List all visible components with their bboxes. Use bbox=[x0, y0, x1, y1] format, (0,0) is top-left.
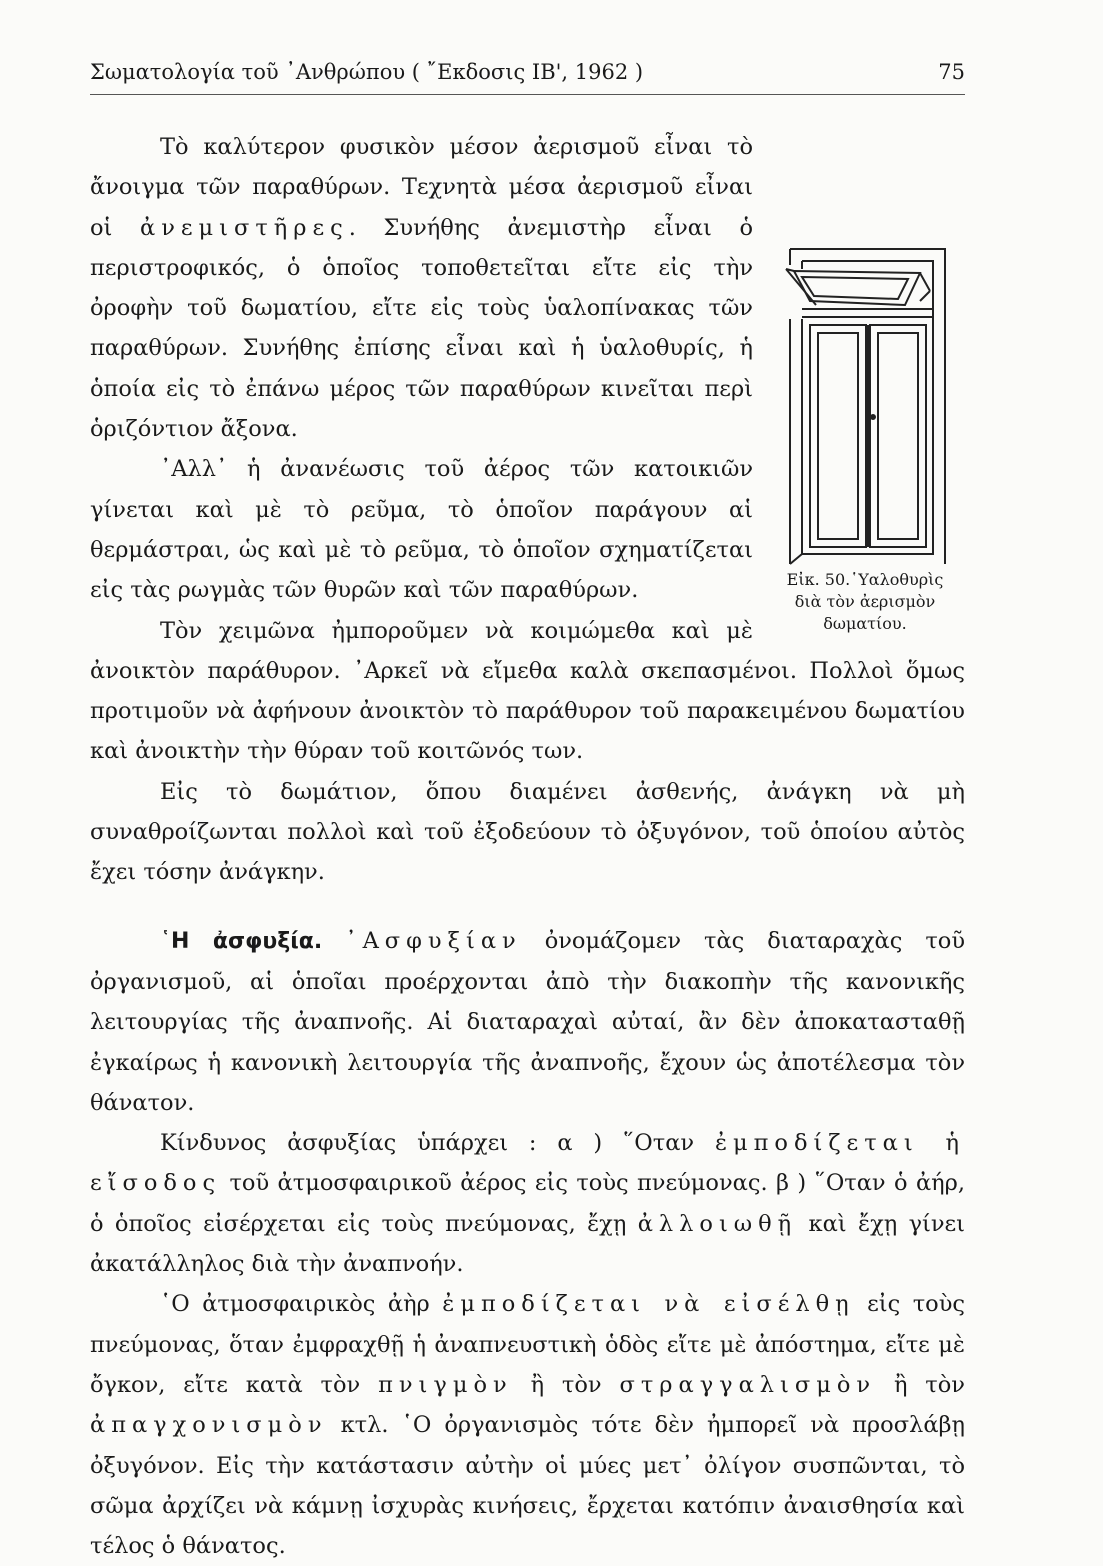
paragraph-asphyxia-2 bbox=[90, 1123, 965, 1284]
paragraph-asphyxia-1 bbox=[90, 921, 965, 1123]
text: . Συνήθης ἀνεμιστὴρ εἶναι ὁ περιστροφικός, ὁ ὁποῖος τοποθετεῖται εἴτε εἰς τὴν ὀροφὴν τοῦ δωματίου, εἴτε εἰς τοὺς ὑαλοπίνακας τῶν παραθύρων. Συνήθης ἐπίσης εἶναι καὶ ἡ ὑαλοθυρίς, ἡ ὁποία εἰς τὸ ἐπάνω μέρος τῶν παραθύρων κινεῖται περὶ ὁριζόντιον ἄξονα. bbox=[90, 214, 753, 443]
text: καὶ ἔχῃ γίνει ἀκατάλληλος διὰ τὴν ἀναπνοήν. bbox=[90, 1210, 965, 1278]
paragraph-ventilation-2: ᾿Αλλ᾿ ἡ ἀνανέωσις τοῦ ἀέρος τῶν κατοικιῶν γίνεται καὶ μὲ τὸ ρεῦμα, τὸ ὁποῖον παράγουν αἱ θερμάστραι, ὡς καὶ μὲ τὸ ρεῦμα, τὸ ὁποῖον σχηματίζεται εἰς τὰς ρωγμὰς τῶν θυρῶν καὶ τῶν παραθύρων. bbox=[90, 456, 753, 604]
paragraph-ventilation-3: Τὸν χειμῶνα ἠμποροῦμεν νὰ κοιμώμεθα καὶ μὲ ἀνοικτὸν παράθυρον. ᾿Αρκεῖ νὰ εἴμεθα καλὰ σκεπασμένοι. Πολλοὶ ὅμως προτιμοῦν νὰ ἀφήνουν ἀνοικτὸν τὸ παράθυρον τοῦ παρακειμένου δωματίου καὶ ἀνοικτὴν τὴν θύραν τοῦ κοιτῶνός των. bbox=[90, 617, 965, 765]
spaced-term: ἀλλοιωθῇ bbox=[637, 1210, 798, 1237]
text: τοῦ ἀτμοσφαιρικοῦ ἀέρος εἰς τοὺς πνεύμονας. β ) ῞Οταν ὁ ἀήρ, ὁ ὁποῖος εἰσέρχεται εἰς τοὺς πνεύμονας, ἔχῃ bbox=[90, 1170, 965, 1237]
page bbox=[90, 60, 965, 1566]
caption-line-3: δωματίου. bbox=[823, 614, 907, 633]
paragraph-asphyxia-3 bbox=[90, 1284, 965, 1566]
paragraph-ventilation-4: Εἰς τὸ δωμάτιον, ὅπου διαμένει ἀσθενής, ἀνάγκη νὰ μὴ συναθροίζωνται πολλοὶ καὶ τοῦ ἐξοδεύουν τὸ ὀξυγόνον, τοῦ ὁποίου αὐτὸς ἔχει τόσην ἀνάγκην. bbox=[90, 778, 965, 886]
text: ἢ τὸν bbox=[876, 1371, 965, 1398]
spaced-term: ἀνεμιστῆρες bbox=[140, 214, 349, 241]
spaced-term: ᾿Ασφυξίαν bbox=[345, 927, 522, 954]
text: εἰς τοὺς πνεύμονας, ὅταν ἐμφραχθῇ ἡ ἀναπνευστικὴ ὁδὸς εἴτε μὲ ἀπόστημα, εἴτε μὲ ὄγκον, εἴτε κατὰ τὸν bbox=[90, 1291, 965, 1398]
window-transom-drawing-icon bbox=[780, 239, 950, 569]
spaced-term: πνιγμὸν bbox=[378, 1371, 513, 1398]
text: Κίνδυνος ἀσφυξίας ὑπάρχει : α ) ῞Οταν bbox=[160, 1130, 715, 1157]
caption-line-1: Εἰκ. 50.῾Υαλοθυρὶς bbox=[786, 570, 944, 589]
text: κτλ. ῾Ο ὀργανισμὸς τότε δὲν ἠμπορεῖ νὰ προσλάβῃ ὀξυγόνον. Εἰς τὴν κατάστασιν αὐτὴν οἱ μύες μετ᾿ ὀλίγον συσπῶνται, τὸ σῶμα ἀρχίζει νὰ κάμνῃ ἰσχυρὰς κινήσεις, ἔρχεται κατόπιν ἀναισθησία καὶ τέλος ὁ θάνατος. bbox=[90, 1412, 965, 1560]
spaced-term: στραγγαλισμὸν bbox=[619, 1371, 877, 1398]
figure-caption bbox=[765, 569, 965, 635]
spaced-term: ἀπαγχονισμὸν bbox=[90, 1412, 328, 1439]
section-heading: ῾Η ἀσφυξία. bbox=[160, 928, 323, 954]
figure-50 bbox=[765, 239, 965, 635]
text: ὀνομάζομεν τὰς διαταραχὰς τοῦ ὀργανισμοῦ, αἱ ὁποῖαι προέρχονται ἀπὸ τὴν διακοπὴν τῆς κανονικῆς λειτουργίας τῆς ἀναπνοῆς. Αἱ διαταραχαὶ αὐταί, ἂν δὲν ἀποκατασταθῇ ἐγκαίρως ἡ κανονικὴ λειτουργία τῆς ἀναπνοῆς, ἔχουν ὡς ἀποτέλεσμα τὸν θάνατον. bbox=[90, 927, 965, 1116]
caption-line-2: διὰ τὸν ἀερισμὸν bbox=[794, 592, 936, 611]
text: ῾Ο ἀτμοσφαιρικὸς ἀὴρ bbox=[160, 1291, 443, 1318]
page-number: 75 bbox=[938, 60, 965, 84]
section-asphyxia bbox=[90, 921, 965, 1566]
spaced-term: ἐμποδίζεται ἡ εἴσοδος bbox=[90, 1130, 965, 1197]
text: ἢ τὸν bbox=[512, 1371, 620, 1398]
section-ventilation bbox=[90, 127, 965, 893]
text: Τὸ καλύτερον φυσικὸν μέσον ἀερισμοῦ εἶναι τὸ ἄνοιγμα τῶν παραθύρων. Τεχνητὰ μέσα ἀερισμοῦ εἶναι οἱ bbox=[90, 134, 753, 241]
running-head-title: Σωματολογία τοῦ ᾿Ανθρώπου ( ῎Εκδοσις ΙΒ', 1962 ) bbox=[90, 60, 644, 84]
running-head bbox=[90, 60, 965, 95]
spaced-term: ἐμποδίζεται νὰ εἰσέλθῃ bbox=[442, 1291, 855, 1318]
